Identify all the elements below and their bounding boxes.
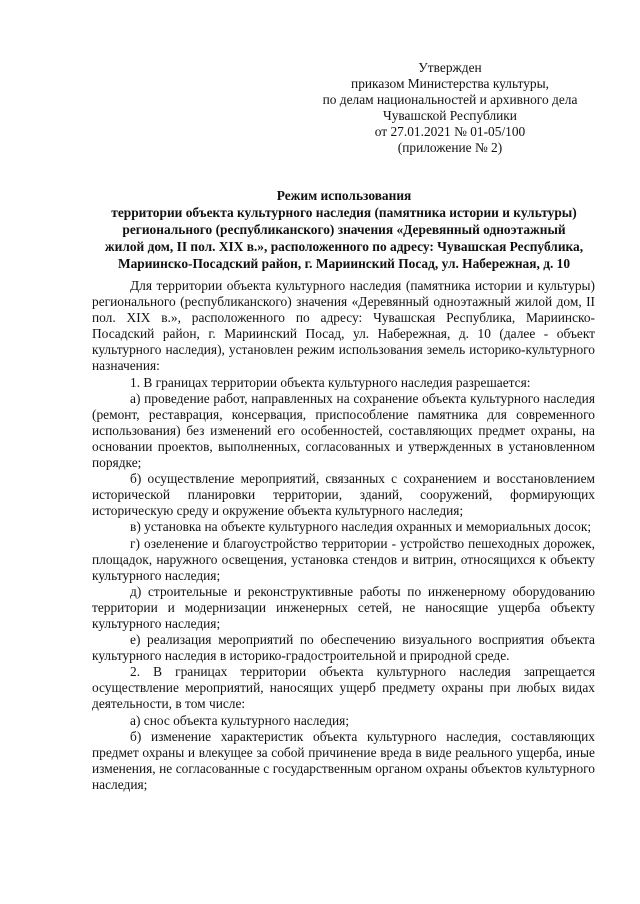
approval-line: приказом Министерства культуры, <box>351 76 549 92</box>
title-line: территории объекта культурного наследия (памятника истории и культуры) <box>111 205 577 220</box>
clause-1v: в) установка на объекте культурного наследия охранных и мемориальных досок; <box>130 519 592 535</box>
approval-line: от 27.01.2021 № 01-05/100 <box>374 124 526 140</box>
title-line: Режим использования <box>276 188 412 203</box>
clause-1b: б) осуществление мероприятий, связанных с сохранением и восстановлением исторической планировки территории, зданий, сооружений, формирующих историческую среду и окружение объекта культурного наследия; <box>92 471 595 519</box>
approval-line: (приложение № 2) <box>397 140 503 156</box>
clause-1e: е) реализация мероприятий по обеспечению визуального восприятия объекта культурного наследия в историко-градостроительной и природной среде. <box>92 632 595 664</box>
document-body <box>92 278 595 793</box>
approval-line: по делам национальностей и архивного дела <box>322 92 578 108</box>
clause-2a: а) снос объекта культурного наследия; <box>130 712 350 728</box>
clause-1g: г) озеленение и благоустройство территории - устройство пешеходных дорожек, площадок, наружного освещения, установка стендов и витрин, относящихся к объекту культурного наследия; <box>92 535 595 583</box>
approval-line: Чувашской Республики <box>383 108 517 124</box>
body-paragraph-intro: Для территории объекта культурного наследия (памятника истории и культуры) регионального (республиканского) значения «Деревянный одноэтажный жилой дом, II пол. XIX в.», расположенного по адресу: Чувашская Республика, Мариинско-Посадский район, г. Мариинский Посад, ул. Набережная, д. 10 (далее - объект культурного наследия), установлен режим использования земель историко-культурного назначения: <box>92 278 595 374</box>
title-line: Мариинско-Посадский район, г. Мариинский Посад, ул. Набережная, д. 10 <box>117 256 571 271</box>
title-line: регионального (республиканского) значения «Деревянный одноэтажный <box>122 222 566 237</box>
clause-1d: д) строительные и реконструктивные работы по инженерному оборудованию территории и модернизации инженерных сетей, не наносящие ущерба объекту культурного наследия; <box>92 583 595 631</box>
clause-2b: б) изменение характеристик объекта культурного наследия, составляющих предмет охраны и влекущее за собой причинение вреда в виде реального ущерба, иные изменения, не согласованные с государственным органом охраны объектов культурного наследия; <box>92 728 595 792</box>
title-line: жилой дом, II пол. XIX в.», расположенного по адресу: Чувашская Республика, <box>104 239 584 254</box>
approval-block <box>300 60 600 157</box>
section-2-heading: 2. В границах территории объекта культурного наследия запрещается осуществление мероприятий, наносящих ущерб предмету охраны при любых видах деятельности, в том числе: <box>92 664 595 712</box>
clause-1a: а) проведение работ, направленных на сохранение объекта культурного наследия (ремонт, реставрация, консервация, приспособление памятника для современного использования) без изменений его особенностей, составляющих предмет охраны, на основании проектов, выполненных, согласованных и утвержденных в установленном порядке; <box>92 390 595 471</box>
section-1-heading: 1. В границах территории объекта культурного наследия разрешается: <box>130 374 531 390</box>
approval-line: Утвержден <box>418 60 482 75</box>
document-title <box>86 187 602 272</box>
